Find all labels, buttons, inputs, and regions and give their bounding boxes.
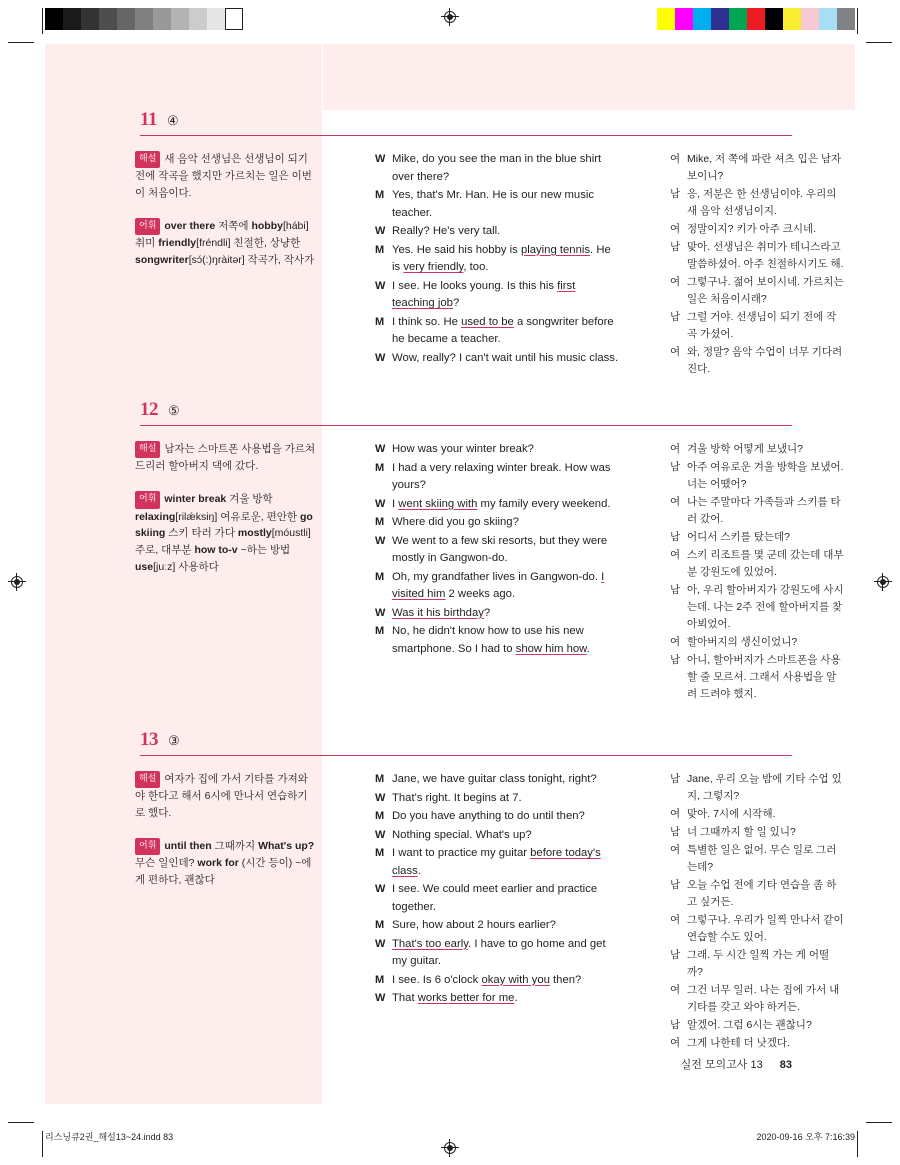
translation-column <box>670 151 845 379</box>
speaker-label: M <box>375 973 385 986</box>
color-bar-process <box>657 8 855 30</box>
vocab-pronunciation: [hábi] <box>282 219 309 232</box>
question-answer: ④ <box>166 113 179 128</box>
speaker-label: M <box>375 461 385 474</box>
color-swatch <box>675 8 693 30</box>
translation-text: 알겠어. 그럼 6시는 괜찮니? <box>687 1019 812 1031</box>
color-swatch <box>819 8 837 30</box>
translation-text: 너 그때까지 할 일 있니? <box>687 826 796 838</box>
color-swatch <box>171 8 189 30</box>
speaker-label: W <box>375 225 386 237</box>
color-bar-grayscale <box>45 8 243 30</box>
question-number: 11 <box>140 109 157 130</box>
script-line <box>375 278 620 313</box>
translation-line <box>670 221 845 238</box>
vocab-meaning: 사용하다 <box>178 560 219 573</box>
utterance-text: Yes. He said his hobby is playing tennis. He is very friendly, too. <box>392 243 611 273</box>
utterance-text: Really? He's very tall. <box>392 225 501 237</box>
translation-speaker-label: 여 <box>670 984 681 996</box>
utterance-text: Sure, how about 2 hours earlier? <box>392 919 556 931</box>
translation-speaker-label: 여 <box>670 223 681 235</box>
utterance-text: Yes, that's Mr. Han. He is our new music teacher. <box>392 189 595 219</box>
translation-line <box>670 494 845 528</box>
color-swatch <box>153 8 171 30</box>
utterance-text: I had a very relaxing winter break. How was yours? <box>392 461 611 491</box>
utterance-text: I see. We could meet earlier and practice together. <box>392 883 598 913</box>
translation-text: 나는 주말마다 가족들과 스키를 타러 갔어. <box>687 496 841 525</box>
vocab-word: use <box>135 560 154 573</box>
speaker-label: M <box>375 625 385 637</box>
translation-speaker-label: 여 <box>670 153 681 165</box>
utterance-text: I want to practice my guitar before today's class. <box>392 847 601 877</box>
vocab-meaning: (시간 등이) ~에게 편하다, 괜찮다 <box>135 857 312 887</box>
vocab-meaning: 여유로운, 편안한 <box>220 510 298 523</box>
color-swatch <box>711 8 729 30</box>
speaker-label: M <box>375 919 385 931</box>
vocab-word: friendly <box>158 237 197 250</box>
explanation-text: 새 음악 선생님은 선생님이 되기 전에 작곡을 했지만 가르치는 일은 이번이 처음이다. <box>135 153 312 200</box>
color-swatch <box>207 8 225 30</box>
speaker-label: W <box>375 534 386 547</box>
translation-line <box>670 842 845 876</box>
question-header <box>140 109 179 131</box>
script-line <box>375 314 620 349</box>
translation-line <box>670 309 845 343</box>
translation-speaker-label: 여 <box>670 844 681 856</box>
translation-speaker-label: 남 <box>670 461 681 473</box>
color-swatch <box>63 8 81 30</box>
color-swatch <box>657 8 675 30</box>
vocab-word: mostly <box>237 527 272 540</box>
translation-speaker-label: 남 <box>670 654 681 666</box>
vocabulary-tag: 어휘 <box>135 218 160 235</box>
footer-label: 실전 모의고사 13 <box>680 1059 763 1071</box>
script-line <box>375 771 620 789</box>
page-footer <box>45 1056 792 1072</box>
script-line <box>375 350 620 368</box>
vocab-pronunciation: [fréndli] <box>196 237 231 250</box>
speaker-label: W <box>375 828 386 841</box>
translation-text: 와, 정말? 음악 수업이 너무 기다려진다. <box>687 346 843 375</box>
utterance-text: Mike, do you see the man in the blue shirt over there? <box>392 153 602 183</box>
notes-column <box>135 441 317 576</box>
script-line <box>375 881 620 916</box>
translation-line <box>670 771 845 805</box>
notes-column <box>135 771 317 889</box>
color-swatch <box>99 8 117 30</box>
translation-line <box>670 582 845 633</box>
translation-text: 그렇구나. 젊어 보이시네. 가르치는 일은 처음이시래? <box>687 276 844 305</box>
translation-speaker-label: 여 <box>670 636 681 648</box>
utterance-text: How was your winter break? <box>392 443 534 455</box>
speaker-label: M <box>375 570 385 583</box>
utterance-text: I went skiing with my family every weekend. <box>392 497 611 510</box>
utterance-text: That works better for me. <box>392 992 518 1004</box>
question-answer: ⑤ <box>168 403 180 418</box>
vocab-meaning: 그때까지 <box>214 839 256 852</box>
vocab-meaning: 주로, 대부분 <box>135 544 192 557</box>
translation-speaker-label: 남 <box>670 311 681 323</box>
script-line <box>375 441 620 459</box>
vocab-word: work for <box>197 857 239 870</box>
translation-text: 아, 우리 할아버지가 강원도에 사시는데. 나는 2주 전에 할아버지를 찾아뵈었어. <box>687 584 844 630</box>
crop-mark-bottom-left-v <box>42 1131 43 1157</box>
translation-text: 맞아. 선생님은 취미가 테니스라고 말씀하셨어. 아주 친절하시기도 해. <box>687 241 844 270</box>
utterance-text: Oh, my grandfather lives in Gangwon-do. I visited him 2 weeks ago. <box>392 570 605 600</box>
translation-line <box>670 151 845 185</box>
vocabulary-tag: 어휘 <box>135 491 160 508</box>
color-swatch <box>45 8 63 30</box>
vocab-pronunciation: [móustli] <box>271 527 311 540</box>
script-line <box>375 496 620 514</box>
dialogue-script <box>375 151 620 368</box>
translation-line <box>670 824 845 841</box>
translation-column <box>670 441 845 704</box>
script-line <box>375 845 620 880</box>
registration-mark-top <box>441 8 459 26</box>
utterance-text: Jane, we have guitar class tonight, right? <box>392 773 597 785</box>
translation-speaker-label: 남 <box>670 241 681 253</box>
translation-text: 오늘 수업 전에 기타 연습을 좀 하고 싶거든. <box>687 879 837 908</box>
crop-mark-top-left <box>8 42 34 43</box>
script-line <box>375 605 620 623</box>
script-line <box>375 151 620 186</box>
vocab-word: until then <box>164 839 212 852</box>
crop-mark-bottom-left <box>8 1122 34 1123</box>
script-line <box>375 514 620 532</box>
utterance-text: Wow, really? I can't wait until his music class. <box>392 351 619 364</box>
question-number: 12 <box>140 399 158 420</box>
script-line <box>375 569 620 604</box>
utterance-text: That's too early. I have to go home and get my guitar. <box>392 937 606 967</box>
translation-speaker-label: 여 <box>670 346 681 358</box>
vocab-pronunciation: [sɔ́(:)ŋràitər] <box>188 254 245 267</box>
speaker-label: W <box>375 606 386 619</box>
translation-speaker-label: 여 <box>670 808 681 820</box>
dialogue-script <box>375 771 620 1009</box>
translation-text: 아니, 할아버지가 스마트폰을 사용할 줄 모르셔. 그래서 사용법을 알려 드려야 했지. <box>687 654 841 700</box>
translation-text: 그래. 두 시간 일찍 가는 게 어떨까? <box>687 949 830 978</box>
translation-line <box>670 529 845 546</box>
dialogue-script <box>375 441 620 659</box>
translation-line <box>670 459 845 493</box>
translation-speaker-label: 여 <box>670 914 681 926</box>
vocab-word: songwriter <box>135 254 189 267</box>
page-number: 83 <box>779 1059 792 1071</box>
script-line <box>375 917 620 935</box>
print-slug <box>45 1130 855 1143</box>
utterance-text: I see. Is 6 o'clock okay with you then? <box>392 973 582 986</box>
translation-line <box>670 1017 845 1034</box>
speaker-label: M <box>375 189 385 201</box>
translation-text: 겨울 방학 어떻게 보냈니? <box>687 443 804 455</box>
translation-line <box>670 806 845 823</box>
translation-speaker-label: 여 <box>670 549 681 561</box>
translation-text: 그렇구나. 우리가 일찍 만나서 같이 연습할 수도 있어. <box>687 914 844 943</box>
speaker-label: W <box>375 153 386 165</box>
translation-speaker-label: 남 <box>670 584 681 596</box>
question-rule <box>140 135 792 136</box>
question-number: 13 <box>140 729 158 750</box>
translation-text: 맞아. 7시에 시작해. <box>687 808 776 820</box>
color-swatch <box>189 8 207 30</box>
translation-line <box>670 274 845 308</box>
script-line <box>375 242 620 277</box>
explanation-note <box>135 441 317 475</box>
vocab-meaning: 친절한, 상냥한 <box>233 237 301 250</box>
vocabulary-tag: 어휘 <box>135 838 160 855</box>
question-header <box>140 399 180 421</box>
speaker-label: W <box>375 883 386 895</box>
vocab-word: go skiing <box>135 510 313 540</box>
utterance-text: No, he didn't know how to use his new smartphone. So I had to show him how. <box>392 625 590 655</box>
vocab-word: What's up? <box>258 839 315 852</box>
vocab-word: how to-v <box>194 544 238 557</box>
translation-speaker-label: 여 <box>670 496 681 508</box>
vocab-word: winter break <box>164 493 227 506</box>
explanation-text: 여자가 집에 가서 기타를 가져와야 한다고 해서 6시에 만나서 연습하기로 했다. <box>135 773 308 820</box>
translation-line <box>670 634 845 651</box>
speaker-label: W <box>375 937 386 950</box>
vocab-meaning: 겨울 방학 <box>229 493 273 506</box>
registration-mark-left <box>8 573 26 591</box>
script-line <box>375 972 620 990</box>
translation-line <box>670 1035 845 1052</box>
utterance-text: Was it his birthday? <box>392 606 491 619</box>
translation-line <box>670 947 845 981</box>
translation-speaker-label: 남 <box>670 826 681 838</box>
utterance-text: I see. He looks young. Is this his first teaching job? <box>392 279 576 309</box>
translation-speaker-label: 여 <box>670 1037 681 1049</box>
script-line <box>375 623 620 658</box>
script-line <box>375 990 620 1008</box>
script-line <box>375 460 620 495</box>
answer-key-content <box>45 44 855 1104</box>
crop-mark-top-left-v <box>42 8 43 34</box>
explanation-note <box>135 771 317 822</box>
translation-line <box>670 186 845 220</box>
speaker-label: M <box>375 773 385 785</box>
script-line <box>375 223 620 241</box>
vocab-word: over there <box>164 219 216 232</box>
vocab-pronunciation: [juːz] <box>153 560 176 573</box>
vocab-meaning: ~하는 방법 <box>240 544 291 557</box>
translation-line <box>670 912 845 946</box>
translation-speaker-label: 남 <box>670 879 681 891</box>
explanation-tag: 해설 <box>135 441 160 458</box>
crop-mark-bottom-right-v <box>857 1131 858 1157</box>
translation-text: 정말이지? 키가 아주 크시네. <box>687 223 817 235</box>
speaker-label: M <box>375 516 385 528</box>
translation-line <box>670 877 845 911</box>
color-swatch <box>765 8 783 30</box>
translation-text: 스키 리조트를 몇 군데 갔는데 대부분 강원도에 있었어. <box>687 549 844 578</box>
vocab-pronunciation: [rilǽksiŋ] <box>175 510 218 523</box>
utterance-text: Do you have anything to do until then? <box>392 810 585 822</box>
translation-speaker-label: 남 <box>670 949 681 961</box>
color-swatch <box>747 8 765 30</box>
translation-text: 특별한 일은 없어. 무슨 일로 그러는데? <box>687 844 837 873</box>
translation-speaker-label: 남 <box>670 188 681 200</box>
explanation-note <box>135 151 317 202</box>
translation-text: Mike, 저 쪽에 파란 셔츠 입은 남자 보이니? <box>687 153 842 182</box>
speaker-label: W <box>375 497 386 510</box>
speaker-label: W <box>375 351 386 364</box>
speaker-label: W <box>375 443 386 455</box>
color-swatch <box>135 8 153 30</box>
utterance-text: Nothing special. What's up? <box>392 828 532 841</box>
translation-speaker-label: 여 <box>670 443 681 455</box>
color-swatch <box>801 8 819 30</box>
color-swatch <box>837 8 855 30</box>
utterance-text: Where did you go skiing? <box>392 516 519 528</box>
vocab-meaning: 스키 타러 가다 <box>168 527 235 540</box>
script-line <box>375 936 620 971</box>
vocab-meaning: 취미 <box>135 237 156 250</box>
utterance-text: We went to a few ski resorts, but they were mostly in Gangwon-do. <box>392 534 608 564</box>
translation-line <box>670 441 845 458</box>
translation-line <box>670 547 845 581</box>
translation-line <box>670 239 845 273</box>
speaker-label: W <box>375 279 386 292</box>
speaker-label: M <box>375 315 385 328</box>
translation-speaker-label: 남 <box>670 773 681 785</box>
speaker-label: M <box>375 243 385 256</box>
script-line <box>375 790 620 808</box>
speaker-label: M <box>375 847 385 859</box>
utterance-text: I think so. He used to be a songwriter before he became a teacher. <box>392 315 614 345</box>
color-swatch <box>81 8 99 30</box>
color-swatch <box>783 8 801 30</box>
translation-speaker-label: 남 <box>670 531 681 543</box>
speaker-label: M <box>375 810 385 822</box>
color-swatch <box>117 8 135 30</box>
explanation-tag: 해설 <box>135 771 160 788</box>
vocabulary-note <box>135 838 317 889</box>
translation-line <box>670 652 845 703</box>
translation-text: 아주 여유로운 겨울 방학을 보냈어. 너는 어땠어? <box>687 461 844 490</box>
explanation-tag: 해설 <box>135 151 160 168</box>
script-line <box>375 827 620 845</box>
translation-line <box>670 982 845 1016</box>
vocab-meaning: 저쪽에 <box>218 219 249 232</box>
translation-text: 할아버지의 생신이었니? <box>687 636 798 648</box>
translation-speaker-label: 남 <box>670 1019 681 1031</box>
script-line <box>375 187 620 222</box>
vocabulary-note <box>135 218 317 269</box>
notes-column <box>135 151 317 269</box>
crop-mark-top-right-v <box>857 8 858 34</box>
crop-mark-bottom-right <box>866 1122 892 1123</box>
speaker-label: W <box>375 992 386 1004</box>
vocab-meaning: 작곡가, 작사가 <box>247 254 315 267</box>
translation-text: 그게 나한테 더 낫겠다. <box>687 1037 790 1049</box>
translation-text: 그럴 거야. 선생님이 되기 전에 작곡 가셨어. <box>687 311 837 340</box>
vocab-word: relaxing <box>135 510 176 523</box>
explanation-text: 남자는 스마트폰 사용법을 가르쳐 드리러 할아버지 댁에 갔다. <box>135 443 316 473</box>
script-line <box>375 808 620 826</box>
date-stamp: 2020-09-16 오후 7:16:39 <box>756 1132 855 1142</box>
translation-column <box>670 771 845 1053</box>
color-swatch <box>729 8 747 30</box>
question-rule <box>140 755 792 756</box>
translation-text: Jane, 우리 오늘 밤에 기타 수업 있지, 그렇지? <box>687 773 842 802</box>
utterance-text: That's right. It begins at 7. <box>392 791 522 804</box>
vocabulary-note <box>135 491 317 576</box>
translation-text: 그건 너무 일러. 나는 집에 가서 내 기타를 갖고 와야 하거든. <box>687 984 840 1013</box>
page-body <box>45 44 855 1104</box>
color-swatch <box>225 8 243 30</box>
translation-text: 어디서 스키를 탔는데? <box>687 531 790 543</box>
script-line <box>375 533 620 568</box>
vocab-word: hobby <box>251 219 283 232</box>
translation-speaker-label: 여 <box>670 276 681 288</box>
translation-line <box>670 344 845 378</box>
registration-mark-right <box>874 573 892 591</box>
file-stamp: 리스닝큐2권_해설13~24.indd 83 <box>45 1132 174 1142</box>
question-header <box>140 729 180 751</box>
color-swatch <box>693 8 711 30</box>
question-answer: ③ <box>168 733 180 748</box>
vocab-meaning: 무슨 일인데? <box>135 857 195 870</box>
question-rule <box>140 425 792 426</box>
translation-text: 응, 저분은 한 선생님이야. 우리의 새 음악 선생님이지. <box>687 188 837 217</box>
crop-mark-top-right <box>866 42 892 43</box>
speaker-label: W <box>375 791 386 804</box>
